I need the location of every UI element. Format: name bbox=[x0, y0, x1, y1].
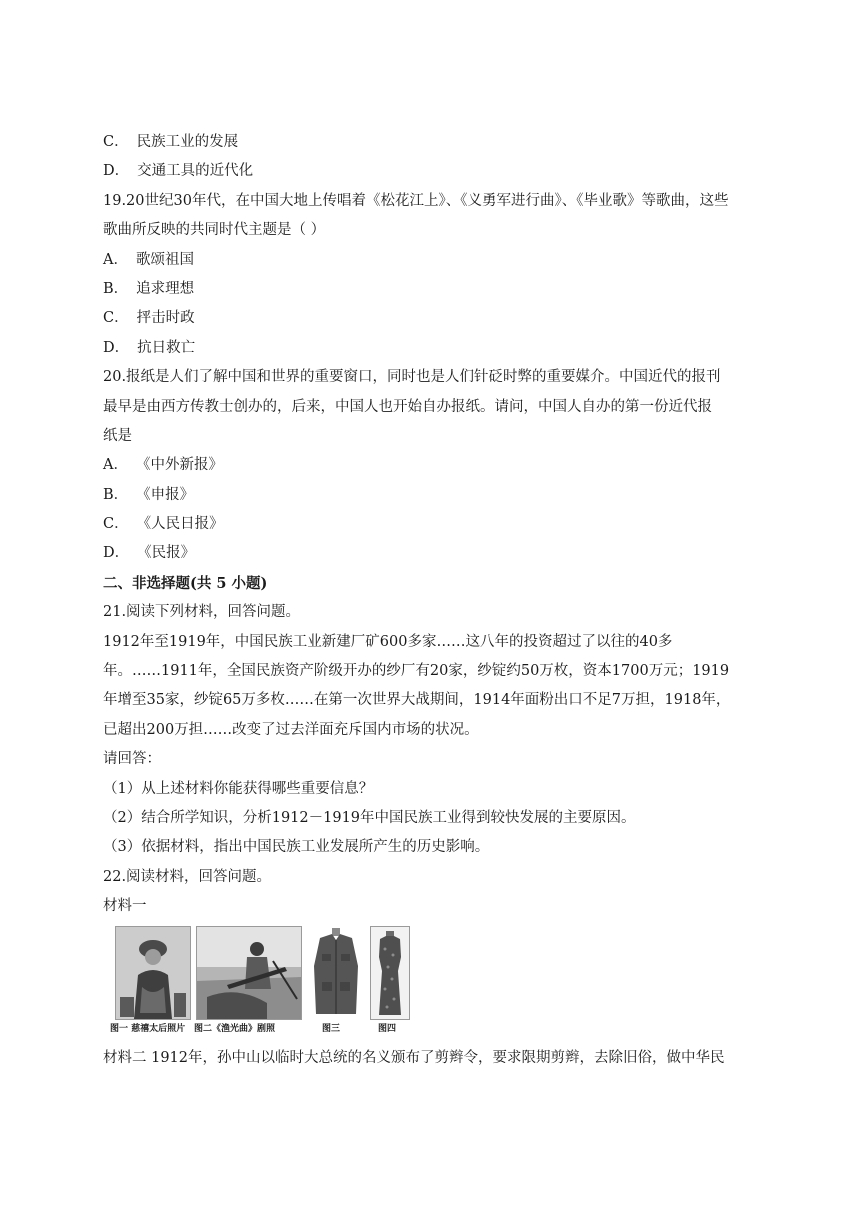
q22-material1-label: 材料一 bbox=[103, 898, 147, 915]
q20-option-b bbox=[103, 481, 760, 510]
option-text: 抗日救亡 bbox=[137, 339, 196, 356]
option-letter: A． bbox=[103, 457, 128, 474]
q20-stem-line2: 最早是由西方传教士创办的，后来，中国人也开始自办报纸。请问，中国人自办的第一份近代报 bbox=[103, 398, 712, 415]
photo-zhongshan-suit-icon bbox=[312, 926, 360, 1018]
figure-caption: 图一 慈禧太后照片 bbox=[110, 1023, 186, 1034]
q21-material-line3: 年增至35家，纱锭65万多枚……在第一次世界大战期间，1914年面粉出口不足7万担，1918年， bbox=[103, 692, 731, 709]
option-text: 交通工具的近代化 bbox=[137, 163, 254, 180]
photo-empress-dowager-icon bbox=[115, 926, 191, 1020]
figure-caption: 图二《渔光曲》剧照 bbox=[194, 1023, 276, 1034]
option-letter: C． bbox=[103, 516, 129, 533]
option-letter: B． bbox=[103, 280, 129, 297]
q19-stem-line2: 歌曲所反映的共同时代主题是（ ） bbox=[103, 222, 326, 239]
q20-option-d bbox=[103, 539, 760, 568]
option-letter: D． bbox=[103, 545, 130, 562]
q19-option-d bbox=[103, 334, 760, 363]
option-text: 歌颂祖国 bbox=[135, 251, 194, 268]
q19-stem-line1: 19.20世纪30年代，在中国大地上传唱着《松花江上》、《义勇军进行曲》、《毕业歌》等歌曲，这些 bbox=[103, 192, 729, 209]
q21-sub-question-3: （3）依据材料，指出中国民族工业发展所产生的历史影响。 bbox=[103, 839, 490, 856]
option-text: 追求理想 bbox=[136, 280, 195, 297]
option-text: 《民报》 bbox=[137, 545, 196, 562]
q18-option-c bbox=[103, 128, 760, 157]
option-letter: D． bbox=[103, 339, 130, 356]
option-letter: A． bbox=[103, 251, 128, 268]
option-letter: B． bbox=[103, 486, 129, 503]
figure-caption: 图四 bbox=[378, 1023, 397, 1034]
figure-caption: 图三 bbox=[322, 1023, 341, 1034]
exam-content bbox=[103, 128, 760, 1073]
q21-material-line1: 1912年至1919年，中国民族工业新建厂矿600多家……这八年的投资超过了以往的40多 bbox=[103, 633, 673, 650]
q22-stem: 22.阅读材料，回答问题。 bbox=[103, 868, 272, 885]
q21-material-line2: 年。……1911年，全国民族资产阶级开办的纱厂有20家，纱锭约50万枚，资本1700万元；1919 bbox=[103, 663, 730, 680]
option-text: 《申报》 bbox=[136, 486, 195, 503]
q22-figure-row bbox=[103, 926, 760, 1042]
q21-material-line4: 已超出200万担……改变了过去洋面充斥国内市场的状况。 bbox=[103, 721, 479, 738]
photo-film-still-icon bbox=[196, 926, 302, 1020]
q18-option-d bbox=[103, 157, 760, 186]
q21-sub-question-2: （2）结合所学知识，分析1912－1919年中国民族工业得到较快发展的主要原因。 bbox=[103, 809, 636, 826]
option-letter: C． bbox=[103, 310, 129, 327]
section-heading: 二、非选择题(共 5 小题) bbox=[103, 574, 268, 592]
option-text: 《人民日报》 bbox=[136, 516, 224, 533]
q21-stem: 21.阅读下列材料，回答问题。 bbox=[103, 604, 301, 621]
option-text: 民族工业的发展 bbox=[136, 134, 239, 150]
q22-material2-line1: 材料二 1912年，孙中山以临时大总统的名义颁布了剪辫令，要求限期剪辫，去除旧俗，做中华民 bbox=[103, 1049, 725, 1066]
q19-option-b bbox=[103, 275, 760, 304]
q21-prompt: 请回答： bbox=[103, 751, 161, 768]
q20-option-c bbox=[103, 510, 760, 539]
option-text: 《中外新报》 bbox=[135, 457, 223, 474]
q19-option-a bbox=[103, 246, 760, 275]
option-letter: C． bbox=[103, 134, 129, 150]
photo-qipao-icon bbox=[370, 926, 410, 1020]
option-letter: D． bbox=[103, 163, 130, 180]
q20-option-a bbox=[103, 451, 760, 480]
q20-stem-line3: 纸是 bbox=[103, 427, 132, 444]
option-text: 抨击时政 bbox=[136, 310, 195, 327]
q19-option-c bbox=[103, 304, 760, 333]
q21-sub-question-1: （1）从上述材料你能获得哪些重要信息？ bbox=[103, 780, 374, 797]
q20-stem-line1: 20.报纸是人们了解中国和世界的重要窗口，同时也是人们针砭时弊的重要媒介。中国近代的报刊 bbox=[103, 369, 721, 386]
